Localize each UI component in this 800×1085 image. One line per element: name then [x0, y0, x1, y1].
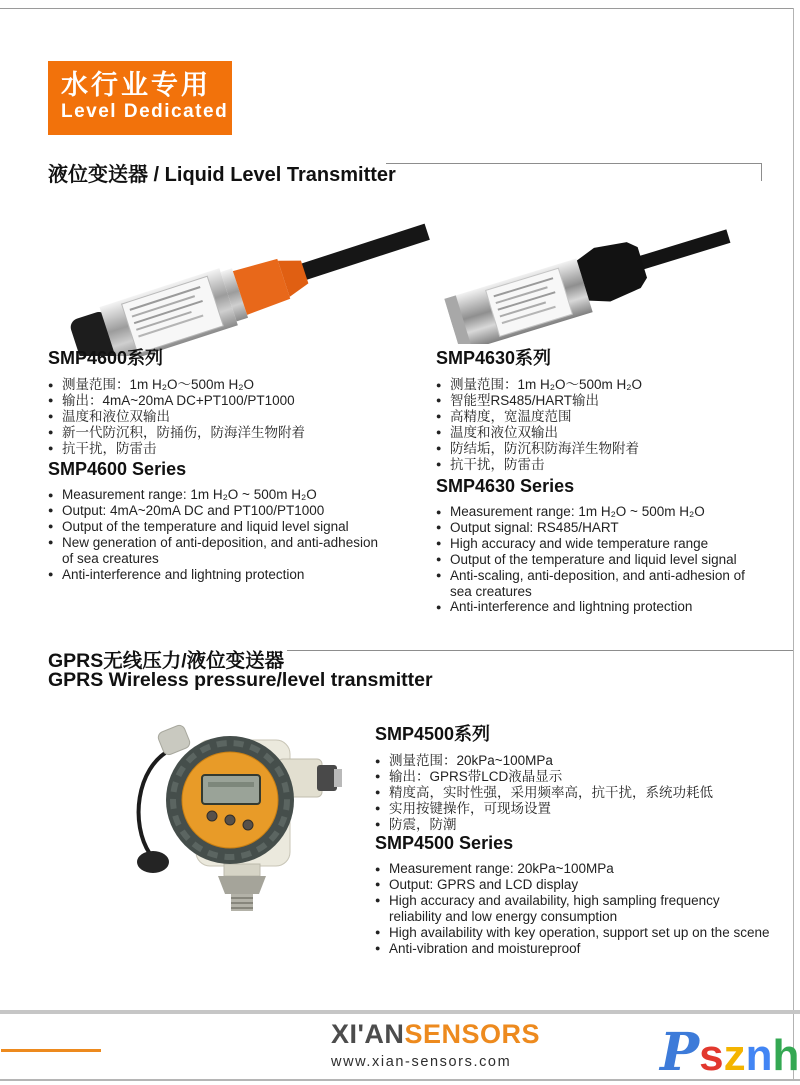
smp4630-series-title-zh: SMP4630系列	[436, 348, 552, 368]
bullet-item: ● High availability with key operation, support set up on the scene	[375, 925, 775, 941]
device-hex-fitting	[218, 876, 266, 894]
bullet-item: ● 新一代防沉积，防捅伤，防海洋生物附着	[48, 425, 420, 441]
logo-text-xian: XI'AN	[331, 1019, 405, 1049]
smp4600-series-title-zh: SMP4600系列	[48, 348, 164, 368]
top-border-line	[0, 8, 794, 9]
category-banner	[48, 61, 232, 135]
smp4630-zh-block	[436, 344, 788, 472]
section-level-rule	[386, 163, 762, 164]
bullet-item: ● 输出：GPRS带LCD液晶显示	[375, 769, 775, 785]
device-antenna-cable	[139, 750, 170, 854]
logo-wordmark	[331, 1019, 540, 1050]
bullet-item: ● 输出：4mA~20mA DC+PT100/PT1000	[48, 393, 420, 409]
smp4600-en-block	[48, 459, 380, 582]
banner-title-en: Level Dedicated	[61, 101, 229, 122]
smp4600-bullets-zh	[48, 377, 420, 457]
smp4600-series-title-en: SMP4600 Series	[48, 459, 187, 479]
device-antenna-cap	[137, 851, 169, 873]
watermark-letter: z	[723, 1031, 746, 1080]
bullet-item: ● Output signal: RS485/HART	[436, 520, 766, 536]
smp4630-bullets-zh	[436, 377, 788, 472]
bullet-item: ● 高精度，宽温度范围	[436, 409, 788, 425]
bullet-item: ● Output of the temperature and liquid level signal	[436, 552, 766, 568]
device-button	[225, 815, 235, 825]
bullet-item: ● Anti-scaling, anti-deposition, and anti-adhesion of sea creatures	[436, 568, 766, 600]
bullet-item: ● 实用按键操作，可现场设置	[375, 801, 775, 817]
watermark-letter: n	[745, 1031, 773, 1080]
bullet-item: ● Anti-interference and lightning protection	[436, 599, 766, 615]
smp4630-product-photo	[432, 196, 732, 344]
smp4500-series-title-zh: SMP4500系列	[375, 724, 491, 744]
logo-text-sensors: SENSORS	[404, 1019, 540, 1049]
smp4500-series-title-en: SMP4500 Series	[375, 833, 514, 853]
device-button	[243, 820, 253, 830]
watermark-letter: h	[772, 1031, 800, 1080]
smp4630-en-block	[436, 476, 766, 615]
smp4630-series-title-en: SMP4630 Series	[436, 476, 575, 496]
company-website: www.xian-sensors.com	[331, 1054, 512, 1070]
bullet-item: ● 精度高，实时性强，采用频率高，抗干扰，系统功耗低	[375, 785, 775, 801]
bullet-item: ● 防震，防潮	[375, 817, 775, 833]
section-level-rule-tick	[761, 163, 762, 181]
section-level-title: 液位变送器 / Liquid Level Transmitter	[48, 164, 396, 186]
bullet-item: ● 温度和液位双输出	[48, 409, 420, 425]
bullet-item: ● Measurement range: 1m H₂O ~ 500m H₂O	[48, 487, 380, 503]
smp4500-zh-block	[375, 720, 775, 833]
smp4500-bullets-zh	[375, 753, 775, 833]
bullet-item: ● 智能型RS485/HART输出	[436, 393, 788, 409]
smp4630-bullets-en	[436, 504, 766, 615]
company-logo	[331, 1019, 540, 1050]
device-cable-gland	[157, 724, 192, 757]
bullet-item: ● Output: 4mA~20mA DC and PT100/PT1000	[48, 503, 380, 519]
bullet-item: ● 测量范围：20kPa~100MPa	[375, 753, 775, 769]
sensor-cable	[296, 224, 430, 282]
banner-title-zh: 水行业专用	[61, 70, 211, 100]
smp4500-en-block	[375, 833, 775, 956]
bullet-item: ● Anti-interference and lightning protection	[48, 567, 380, 583]
device-button	[207, 811, 217, 821]
bullet-item: ● 测量范围：1m H₂O～500m H₂O	[436, 377, 788, 393]
right-border-line	[793, 8, 794, 1079]
bullet-item: ● Anti-vibration and moistureproof	[375, 941, 775, 957]
smp4600-zh-block	[48, 344, 420, 457]
watermark-letter: P	[660, 1022, 700, 1083]
device-lcd-screen	[202, 775, 260, 804]
bullet-item: ● Output: GPRS and LCD display	[375, 877, 775, 893]
bullet-item: ● 温度和液位双输出	[436, 425, 788, 441]
section-gprs-title-zh: GPRS无线压力/液位变送器	[48, 650, 285, 672]
watermark-letter: s	[699, 1031, 724, 1080]
bullet-item: ● 防结垢，防沉积防海洋生物附着	[436, 441, 788, 457]
bullet-item: ● 抗干扰，防雷击	[436, 457, 788, 473]
bullet-item: ● Measurement range: 20kPa~100MPa	[375, 861, 775, 877]
bullet-item: ● Measurement range: 1m H₂O ~ 500m H₂O	[436, 504, 766, 520]
sensor-cable	[638, 229, 730, 269]
smp4600-bullets-en	[48, 487, 380, 582]
bullet-item: ● Output of the temperature and liquid level signal	[48, 519, 380, 535]
bullet-item: ● High accuracy and wide temperature range	[436, 536, 766, 552]
smp4500-product-photo	[108, 712, 363, 912]
section-gprs-title-en: GPRS Wireless pressure/level transmitter	[48, 669, 433, 691]
bullet-item: ● 测量范围：1m H₂O～500m H₂O	[48, 377, 420, 393]
footer-divider-band	[0, 1010, 800, 1014]
bullet-item: ● New generation of anti-deposition, and anti-adhesion of sea creatures	[48, 535, 380, 567]
watermark	[660, 1022, 799, 1083]
smp4500-bullets-en	[375, 861, 775, 956]
section-gprs-rule	[287, 650, 793, 651]
bullet-item: ● High accuracy and availability, high sampling frequency reliability and low energy consumption	[375, 893, 775, 925]
device-neck	[224, 864, 260, 876]
smp4600-product-photo	[50, 198, 430, 356]
logo-underline	[1, 1049, 101, 1052]
bullet-item: ● 抗干扰，防雷击	[48, 441, 420, 457]
